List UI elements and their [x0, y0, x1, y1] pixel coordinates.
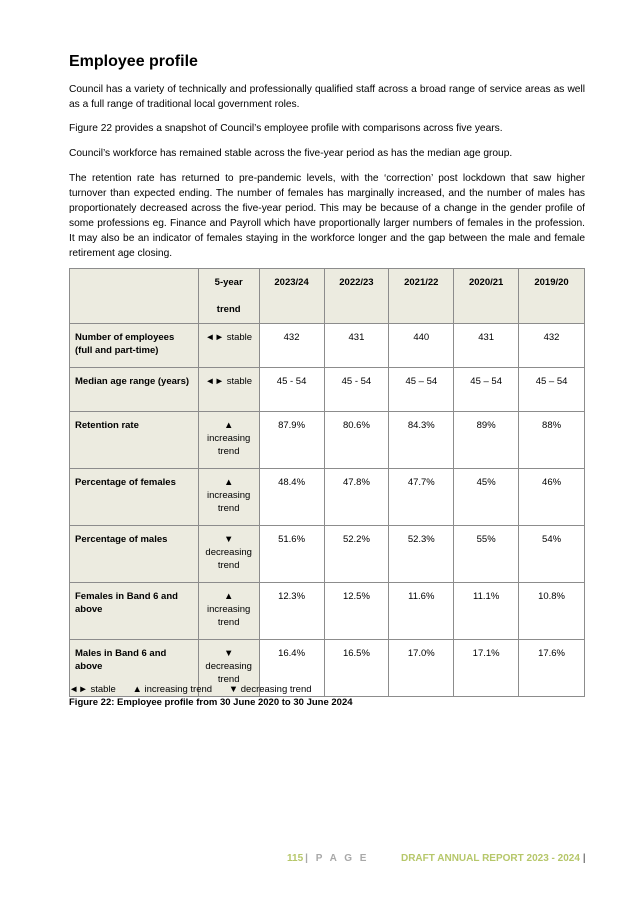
- trend-cell: [198, 412, 259, 469]
- paragraph-staff: Council has a variety of technically and professionally qualified staff across a broad range of service areas as well as a full range of traditional local government roles.: [69, 84, 585, 110]
- value-cell: 11.1%: [454, 583, 519, 640]
- trend-text: increasing trend: [207, 490, 251, 514]
- paragraph-figure-ref: Figure 22 provides a snapshot of Council’s employee profile with comparisons across five years.: [69, 123, 503, 134]
- row-label: Females in Band 6 and above: [70, 583, 199, 640]
- trend-legend: [69, 683, 326, 696]
- value-cell: 89%: [454, 412, 519, 469]
- trend-cell: [198, 583, 259, 640]
- value-cell: 45 - 54: [324, 368, 389, 412]
- trend-text: stable: [226, 332, 253, 343]
- page-word: | P A G E: [305, 853, 369, 864]
- value-cell: 47.7%: [389, 469, 454, 526]
- header-year: 2020/21: [454, 269, 519, 324]
- footer-end-bar: |: [582, 853, 586, 864]
- trend-cell: [198, 469, 259, 526]
- value-cell: 431: [454, 324, 519, 368]
- header-year: 2023/24: [259, 269, 324, 324]
- table-row: [70, 412, 585, 469]
- trend-text: decreasing trend: [205, 661, 252, 685]
- row-label: Number of employees (full and part-time): [70, 324, 199, 368]
- value-cell: 432: [259, 324, 324, 368]
- row-label: Percentage of females: [70, 469, 199, 526]
- value-cell: 55%: [454, 526, 519, 583]
- value-cell: 87.9%: [259, 412, 324, 469]
- trend-symbol: ◄►: [205, 376, 225, 387]
- paragraph-retention: The retention rate has returned to pre-pandemic levels, with the ‘correction’ post lockdown that saw higher turnover than expected ending. The number of females has marginally increased, and the number of males has proportionately decreased across the five-year period. This may be because of a change in the gender profile of some professions eg. Finance and Payroll which have proportionally larger numbers of females in the profession. It may also be an indicator of females staying in the workforce longer and the gap between the male and female retirement age closing.: [69, 173, 585, 259]
- value-cell: 17.0%: [389, 640, 454, 697]
- legend-decreasing: ▼ decreasing trend: [228, 684, 312, 695]
- legend-stable: ◄► stable: [69, 684, 116, 695]
- table-row: [70, 526, 585, 583]
- trend-symbol: ◄►: [205, 332, 225, 343]
- trend-symbol: ▲: [223, 420, 234, 431]
- value-cell: 84.3%: [389, 412, 454, 469]
- trend-symbol: ▼: [223, 534, 234, 545]
- value-cell: 440: [389, 324, 454, 368]
- paragraph-workforce: Council’s workforce has remained stable across the five-year period as has the median age group.: [69, 148, 513, 159]
- value-cell: 12.3%: [259, 583, 324, 640]
- value-cell: 45 - 54: [259, 368, 324, 412]
- value-cell: 52.2%: [324, 526, 389, 583]
- header-year: 2019/20: [519, 269, 585, 324]
- value-cell: 10.8%: [519, 583, 585, 640]
- trend-symbol: ▲: [223, 477, 234, 488]
- trend-cell: [198, 324, 259, 368]
- value-cell: 16.4%: [259, 640, 324, 697]
- header-trend-line1: 5-year: [214, 277, 243, 288]
- value-cell: 80.6%: [324, 412, 389, 469]
- legend-increasing: ▲ increasing trend: [132, 684, 213, 695]
- trend-symbol: ▲: [223, 591, 234, 602]
- value-cell: 17.1%: [454, 640, 519, 697]
- value-cell: 12.5%: [324, 583, 389, 640]
- value-cell: 48.4%: [259, 469, 324, 526]
- row-label: Retention rate: [70, 412, 199, 469]
- table-row: [70, 583, 585, 640]
- header-trend: [198, 269, 259, 324]
- header-year: 2022/23: [324, 269, 389, 324]
- value-cell: 51.6%: [259, 526, 324, 583]
- value-cell: 17.6%: [519, 640, 585, 697]
- value-cell: 45 – 54: [519, 368, 585, 412]
- report-title: DRAFT ANNUAL REPORT 2023 - 2024: [400, 853, 580, 864]
- value-cell: 46%: [519, 469, 585, 526]
- figure-caption: Figure 22: Employee profile from 30 June 2020 to 30 June 2024: [69, 697, 353, 708]
- value-cell: 54%: [519, 526, 585, 583]
- value-cell: 45%: [454, 469, 519, 526]
- value-cell: 11.6%: [389, 583, 454, 640]
- row-label: Median age range (years): [70, 368, 199, 412]
- header-blank-cell: [70, 269, 199, 324]
- trend-cell: [198, 526, 259, 583]
- trend-text: decreasing trend: [205, 547, 252, 571]
- value-cell: 432: [519, 324, 585, 368]
- page-title: Employee profile: [69, 53, 198, 70]
- value-cell: 431: [324, 324, 389, 368]
- row-label: Percentage of males: [70, 526, 199, 583]
- table-row: [70, 469, 585, 526]
- trend-text: stable: [226, 376, 253, 387]
- value-cell: 45 – 54: [454, 368, 519, 412]
- row-label: Males in Band 6 and above: [70, 640, 199, 697]
- value-cell: 47.8%: [324, 469, 389, 526]
- value-cell: 52.3%: [389, 526, 454, 583]
- table-row: [70, 324, 585, 368]
- value-cell: 88%: [519, 412, 585, 469]
- value-cell: 45 – 54: [389, 368, 454, 412]
- page-number: 115: [287, 853, 304, 864]
- header-year: 2021/22: [389, 269, 454, 324]
- table-header-row: [70, 269, 585, 324]
- header-trend-line2: trend: [216, 304, 241, 315]
- value-cell: 16.5%: [324, 640, 389, 697]
- trend-cell: [198, 368, 259, 412]
- employee-profile-table: [69, 268, 585, 697]
- table-row: [70, 368, 585, 412]
- trend-symbol: ▼: [223, 648, 234, 659]
- page-footer: [287, 852, 586, 865]
- trend-text: increasing trend: [207, 604, 251, 628]
- trend-text: increasing trend: [207, 433, 251, 457]
